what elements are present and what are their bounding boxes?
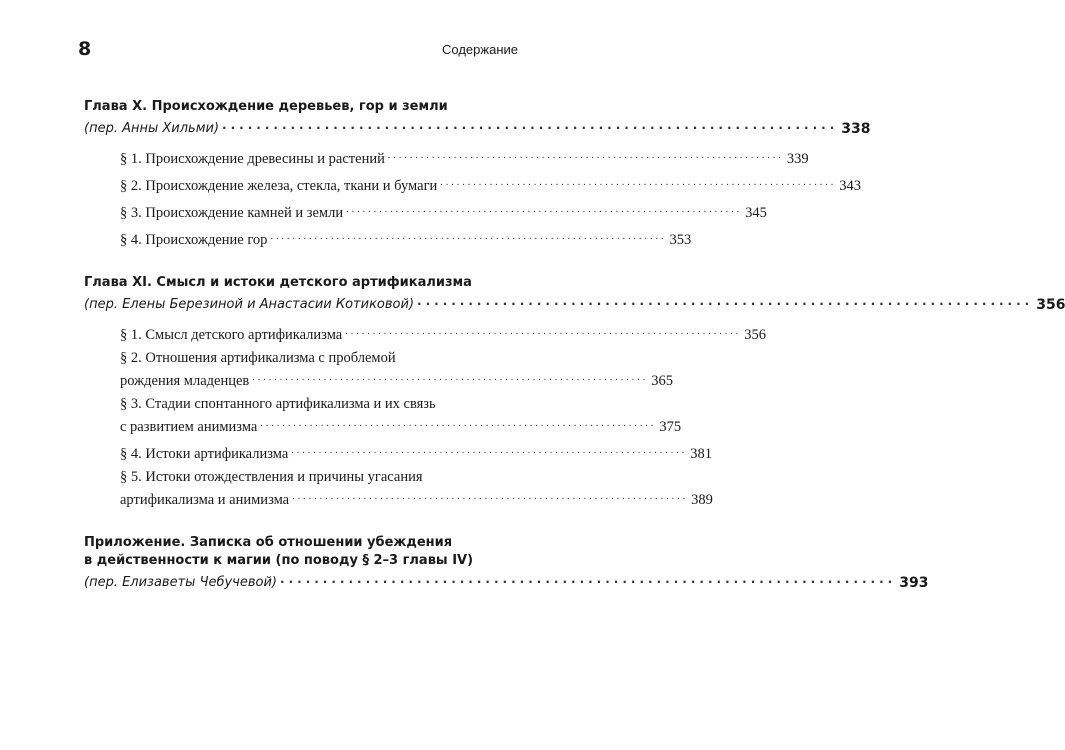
chapter-translator-line [84,292,1065,314]
dot-leader: ........................................................................ [270,231,667,242]
translator-credit: (пер. Анны Хильми) [84,121,220,136]
dot-leader: ........................................................................ [222,118,839,132]
dot-leader: ........................................................................ [346,204,743,215]
chapter-title: Глава X. Происхождение деревьев, гор и земли [84,99,448,114]
translator-credit: (пер. Елизаветы Чебучевой) [84,575,278,590]
section-entry [120,322,766,345]
section-page: 353 [669,232,692,248]
chapter-translator-line [84,570,929,592]
section-entry [120,200,767,223]
chapter-page: 356 [1036,297,1065,313]
section-list [84,146,862,250]
section-entry [120,441,713,464]
section-entry [120,146,809,169]
chapter-page: 393 [899,575,929,591]
section-page: 343 [839,178,862,194]
section-title: § 4. Истоки артификализма [120,446,289,462]
appendix [84,534,929,592]
dot-leader: ........................................................................ [252,372,649,383]
translator-credit: (пер. Елены Березиной и Анастасии Котиковой) [84,297,415,312]
dot-leader: ........................................................................ [280,572,897,586]
section-title: § 1. Происхождение древесины и растений [120,151,385,167]
dot-leader: ........................................................................ [292,491,689,502]
section-title-line2: рождения младенцев [120,373,250,389]
chapter-x [84,98,871,250]
section-page: 389 [691,492,713,508]
section-title-line2: с развитием анимизма [120,419,258,435]
dot-leader: ........................................................................ [417,294,1034,308]
section-title: § 2. Происхождение железа, стекла, ткани и бумаги [120,178,438,194]
section-title-line1: § 2. Отношения артификализма с проблемой [120,350,396,366]
appendix-title-line1: Приложение. Записка об отношении убеждения [84,535,453,550]
section-page: 381 [690,446,713,462]
chapter-page: 338 [841,121,871,137]
chapter-translator-line [84,116,871,138]
chapter-title: Глава XI. Смысл и истоки детского артификализма [84,275,472,290]
section-entry [120,395,682,437]
dot-leader: ........................................................................ [440,177,837,188]
section-entry [120,349,673,391]
dot-leader: ........................................................................ [345,326,742,337]
section-title-line1: § 5. Истоки отождествления и причины угасания [120,469,423,485]
section-title: § 1. Смысл детского артификализма [120,327,343,343]
dot-leader: ........................................................................ [387,150,784,161]
section-title: § 4. Происхождение гор [120,232,268,248]
dot-leader: ........................................................................ [291,445,688,456]
section-entry [120,468,713,510]
page-number: 8 [78,38,92,60]
running-header: Содержание [442,42,518,57]
chapter-xi [84,274,1065,510]
section-page: 356 [744,327,766,343]
table-of-contents [84,98,1065,616]
section-entry [120,173,862,196]
appendix-title-line2: в действенности к магии (по поводу § 2–3 главы IV) [84,553,474,568]
section-page: 365 [651,373,673,389]
dot-leader: ........................................................................ [260,418,657,429]
section-title: § 3. Происхождение камней и земли [120,205,344,221]
section-page: 339 [786,151,809,167]
section-page: 375 [659,419,682,435]
section-page: 345 [745,205,767,221]
section-title-line1: § 3. Стадии спонтанного артификализма и их связь [120,396,436,412]
section-title-line2: артификализма и анимизма [120,492,290,508]
section-list [84,322,766,510]
section-entry [120,227,692,250]
